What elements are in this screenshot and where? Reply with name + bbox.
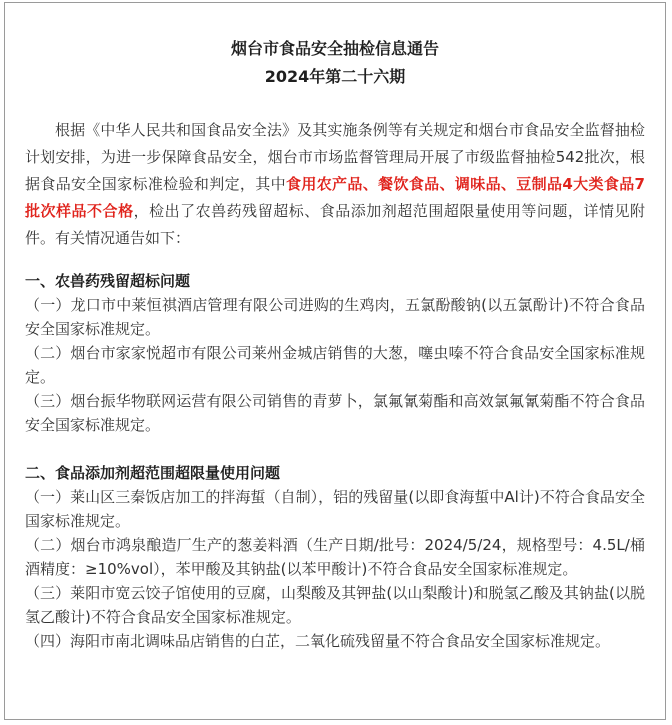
- section-1-item-2: （二）烟台市家家悦超市有限公司莱州金城店销售的大葱，噻虫嗪不符合食品安全国家标准规定。: [25, 344, 645, 386]
- section-2-heading: 二、食品添加剂超范围超限量使用问题: [25, 464, 281, 482]
- section-2: [25, 461, 645, 653]
- section-1: [25, 269, 645, 437]
- notice-title: 烟台市食品安全抽检信息通告: [230, 39, 439, 58]
- section-2-item-3: （三）莱阳市宽云饺子馆使用的豆腐，山梨酸及其钾盐(以山梨酸计)和脱氢乙酸及其钠盐(以脱氢乙酸计)不符合食品安全国家标准规定。: [25, 584, 645, 626]
- intro-highlight: 食用农产品、餐饮食品、调味品、豆制品4大类食品7批次样品不合格: [25, 175, 645, 220]
- intro-text-2: ，检出了农兽药残留超标、食品添加剂超范围超限量使用等问题，详情见附件。有关情况通告如下：: [25, 202, 645, 247]
- section-1-item-1: （一）龙口市中莱恒祺酒店管理有限公司进购的生鸡肉，五氯酚酸钠(以五氯酚计)不符合食品安全国家标准规定。: [25, 296, 645, 338]
- intro-paragraph: [25, 117, 645, 252]
- section-2-item-4: （四）海阳市南北调味品店销售的白芷，二氧化硫残留量不符合食品安全国家标准规定。: [25, 632, 611, 650]
- intro-text-1: 根据《中华人民共和国食品安全法》及其实施条例等有关规定和烟台市食品安全监督抽检计划安排，为进一步保障食品安全，烟台市市场监督管理局开展了市级监督抽检542批次，根据食品安全国家标准检验和判定，其中: [25, 121, 645, 193]
- section-1-item-3: （三）烟台振华物联网运营有限公司销售的青萝卜，氯氟氰菊酯和高效氯氟氰菊酯不符合食品安全国家标准规定。: [25, 392, 645, 434]
- notice-content: [25, 3, 645, 719]
- notice-frame: [4, 2, 666, 720]
- section-2-item-2: （二）烟台市鸿泉酿造厂生产的葱姜料酒（生产日期/批号：2024/5/24，规格型号：4.5L/桶 酒精度：≥10%vol），苯甲酸及其钠盐(以苯甲酸计)不符合食品安全国家标准规定。: [25, 536, 645, 578]
- notice-issue: 2024年第二十六期: [264, 67, 406, 86]
- section-1-heading: 一、农兽药残留超标问题: [25, 272, 191, 290]
- section-2-item-1: （一）莱山区三秦饭店加工的拌海蜇（自制），铝的残留量(以即食海蜇中Al计)不符合食品安全国家标准规定。: [25, 488, 645, 530]
